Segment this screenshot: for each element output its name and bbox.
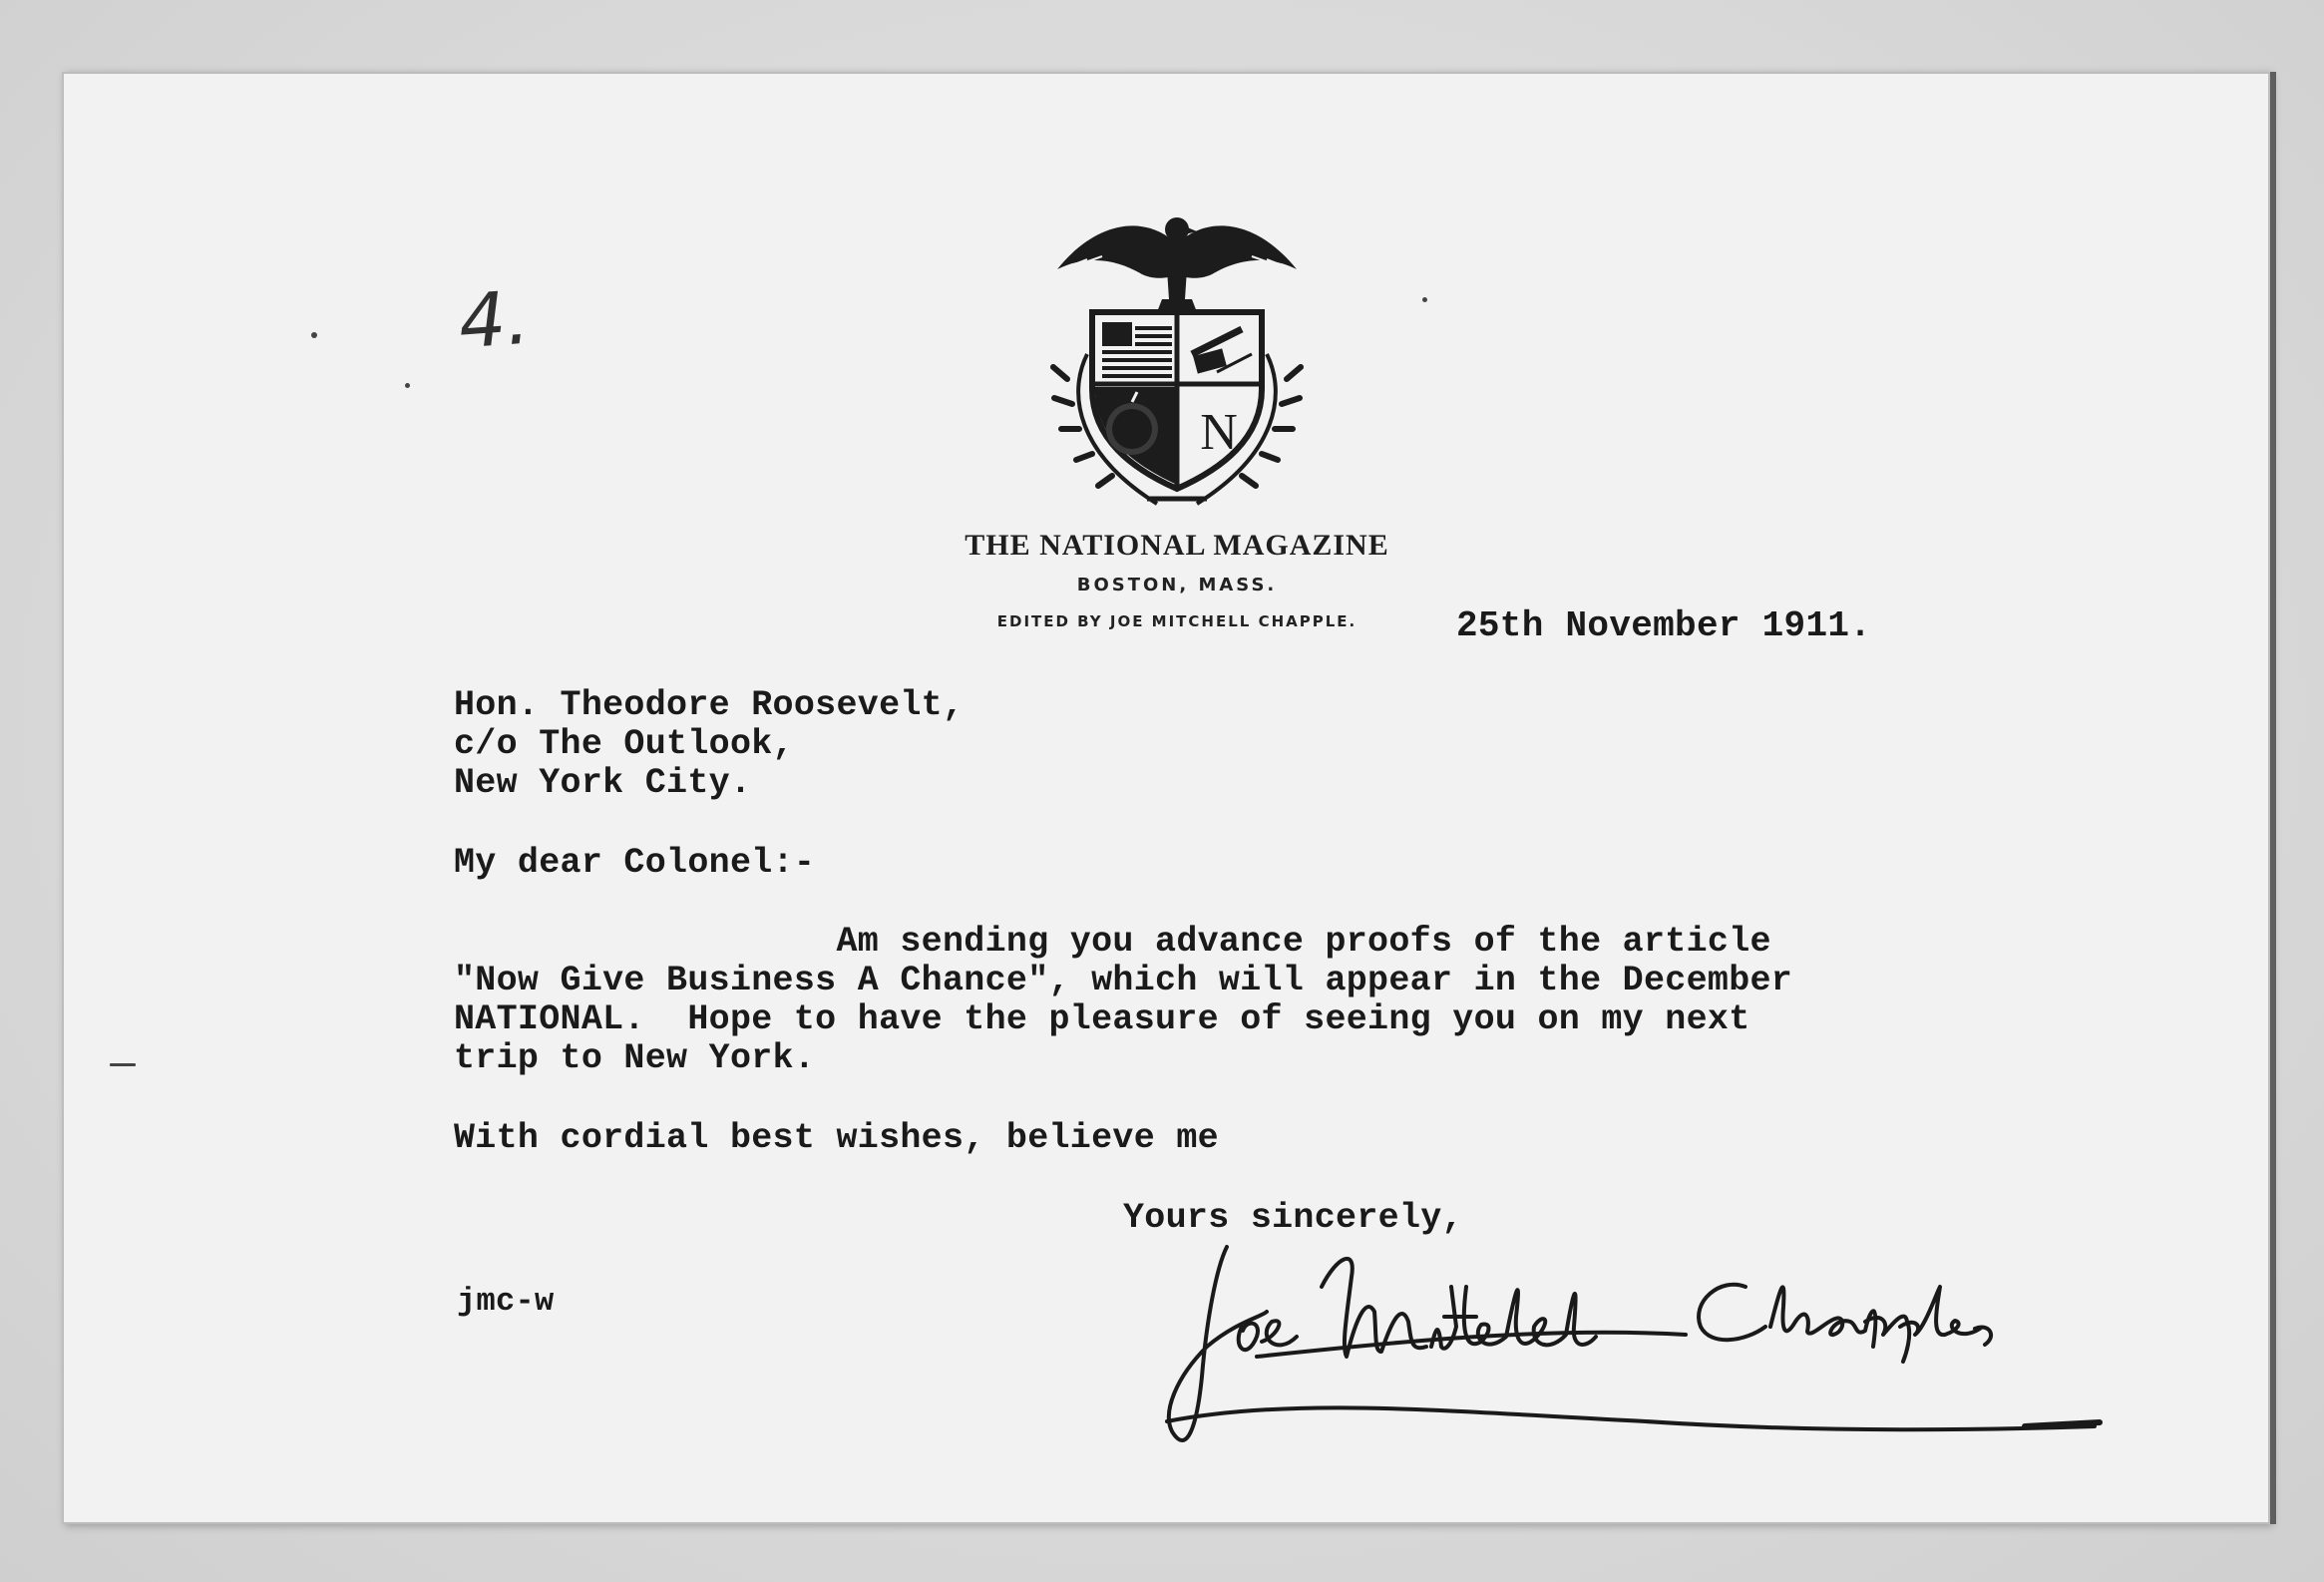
body-line: trip to New York. xyxy=(454,1038,816,1078)
recipient-line: New York City. xyxy=(454,763,752,803)
body-line: NATIONAL. Hope to have the pleasure of seeing you on my next xyxy=(454,999,1750,1039)
dust-speck xyxy=(311,332,317,338)
body-line: "Now Give Business A Chance", which will appear in the December xyxy=(454,961,1793,1000)
recipient-line: c/o The Outlook, xyxy=(454,724,794,764)
dust-speck xyxy=(1422,297,1427,302)
handwritten-signature xyxy=(1147,1227,2125,1476)
recipient-address xyxy=(454,686,964,803)
dust-speck xyxy=(405,383,410,388)
dust-speck xyxy=(110,1063,136,1066)
typist-initials: jmc-w xyxy=(457,1283,555,1320)
signoff: Yours sincerely, xyxy=(1123,1198,1463,1238)
svg-text:N: N xyxy=(1200,404,1238,461)
body-line: Am sending you advance proofs of the article xyxy=(454,922,1771,962)
closing-line: With cordial best wishes, believe me xyxy=(454,1118,1219,1158)
letterhead-editor: EDITED BY JOE MITCHELL CHAPPLE. xyxy=(996,612,1357,630)
letterhead-city: BOSTON, MASS. xyxy=(1076,575,1278,595)
eagle-crest-logo xyxy=(1027,204,1327,509)
recipient-line: Hon. Theodore Roosevelt, xyxy=(454,685,965,725)
letter-body xyxy=(454,923,1792,1078)
letter-date: 25th November 1911. xyxy=(1456,605,1872,646)
letterhead-title: THE NATIONAL MAGAZINE xyxy=(965,529,1389,562)
salutation: My dear Colonel:- xyxy=(454,843,816,883)
handwritten-page-number: 4. xyxy=(456,274,533,366)
